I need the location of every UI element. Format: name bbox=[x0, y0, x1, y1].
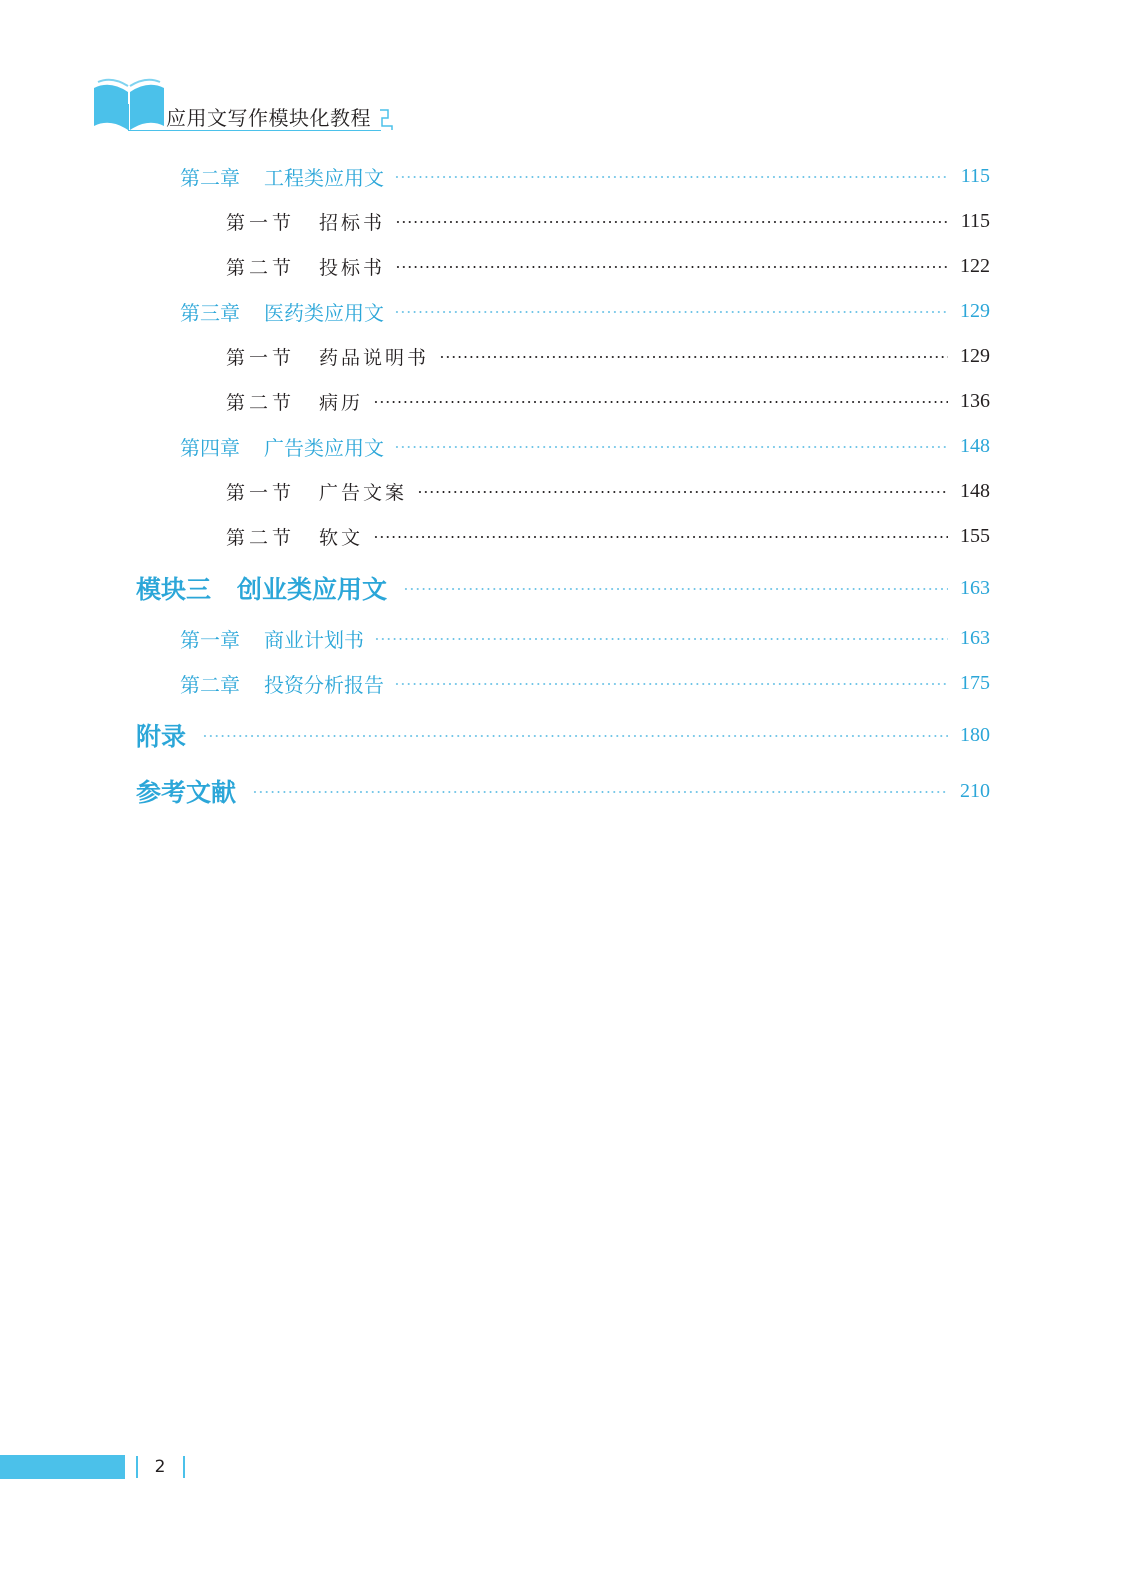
toc-entry-title: 广告类应用文 bbox=[264, 435, 384, 460]
toc-entry-title: 软文 bbox=[319, 526, 364, 549]
toc-entry-label bbox=[180, 669, 384, 698]
dot-leader bbox=[394, 176, 948, 178]
toc-entry-page: 155 bbox=[960, 524, 990, 547]
toc-entry-label bbox=[226, 523, 363, 550]
toc-entry-chapter bbox=[180, 429, 990, 463]
toc-entry-label bbox=[136, 773, 236, 809]
dot-leader bbox=[374, 638, 948, 640]
dot-leader bbox=[439, 356, 948, 358]
toc-entry-title: 医药类应用文 bbox=[264, 300, 384, 325]
toc-entry-page: 115 bbox=[960, 164, 990, 187]
toc-entry-chapter bbox=[180, 159, 990, 193]
footer-divider-right bbox=[183, 1456, 185, 1478]
toc-entry-chapter bbox=[180, 621, 990, 655]
page-header bbox=[0, 0, 1127, 150]
toc-entry-page: 136 bbox=[960, 389, 990, 412]
toc-entry-section bbox=[226, 339, 990, 373]
toc-entry-label bbox=[226, 388, 363, 415]
toc-entry-title: 药品说明书 bbox=[319, 346, 430, 369]
dot-leader bbox=[403, 588, 948, 590]
toc-entry-label bbox=[226, 253, 385, 280]
toc-entry-page: 148 bbox=[960, 479, 990, 502]
toc-entry-label bbox=[226, 208, 385, 235]
toc-entry-label bbox=[226, 343, 429, 370]
toc-entry-title: 创业类应用文 bbox=[237, 575, 388, 604]
toc-entry-label bbox=[226, 478, 407, 505]
dot-leader bbox=[394, 683, 948, 685]
book-title: 应用文写作模块化教程 bbox=[166, 106, 371, 130]
dot-leader bbox=[395, 266, 948, 268]
toc-entry-number: 第一节 bbox=[226, 481, 296, 504]
toc-entry-number: 模块三 bbox=[136, 575, 212, 604]
footer-color-bar bbox=[0, 1455, 125, 1479]
toc-entry-page: 180 bbox=[960, 723, 990, 746]
toc-entry-page: 175 bbox=[960, 671, 990, 694]
toc-entry-module bbox=[136, 571, 990, 605]
toc-entry-number: 第二章 bbox=[180, 165, 240, 190]
toc-entry-page: 163 bbox=[960, 626, 990, 649]
toc-entry-title: 病历 bbox=[319, 391, 364, 414]
page-number: 2 bbox=[154, 1457, 166, 1477]
toc-entry-number: 第二节 bbox=[226, 526, 296, 549]
dot-leader bbox=[417, 491, 948, 493]
toc-entry-label bbox=[136, 717, 186, 753]
dot-leader bbox=[394, 446, 948, 448]
toc-entry-label bbox=[180, 162, 384, 191]
toc-entry-module bbox=[136, 774, 990, 808]
toc-entry-number: 第一章 bbox=[180, 627, 240, 652]
dot-leader bbox=[373, 401, 948, 403]
toc-entry-page: 210 bbox=[960, 779, 990, 802]
dot-leader bbox=[252, 791, 948, 793]
toc-entry-page: 122 bbox=[960, 254, 990, 277]
toc-entry-title: 投资分析报告 bbox=[264, 672, 384, 697]
header-ornament bbox=[378, 108, 394, 132]
dot-leader bbox=[394, 311, 948, 313]
toc-entry-title: 附录 bbox=[136, 722, 187, 751]
toc-entry-number: 第一节 bbox=[226, 346, 296, 369]
toc-entry-section bbox=[226, 204, 990, 238]
toc-entry-page: 148 bbox=[960, 434, 990, 457]
toc-entry-section bbox=[226, 519, 990, 553]
toc-entry-label bbox=[136, 570, 387, 606]
footer-divider-left bbox=[136, 1456, 138, 1478]
toc-entry-chapter bbox=[180, 666, 990, 700]
toc-entry-title: 工程类应用文 bbox=[264, 165, 384, 190]
toc-entry-page: 129 bbox=[960, 299, 990, 322]
toc-entry-section bbox=[226, 249, 990, 283]
toc-entry-label bbox=[180, 432, 384, 461]
toc-entry-section bbox=[226, 474, 990, 508]
toc-entry-number: 第二章 bbox=[180, 672, 240, 697]
toc-entry-title: 商业计划书 bbox=[264, 627, 364, 652]
toc-entry-title: 广告文案 bbox=[319, 481, 408, 504]
toc-entry-number: 第三章 bbox=[180, 300, 240, 325]
toc-entry-section bbox=[226, 384, 990, 418]
toc-entry-number: 第二节 bbox=[226, 391, 296, 414]
toc-entry-number: 第一节 bbox=[226, 211, 296, 234]
toc-entry-number: 第二节 bbox=[226, 256, 296, 279]
toc-entry-page: 129 bbox=[960, 344, 990, 367]
toc-entry-title: 招标书 bbox=[319, 211, 386, 234]
dot-leader bbox=[373, 536, 948, 538]
toc-entry-title: 投标书 bbox=[319, 256, 386, 279]
toc-entry-label bbox=[180, 297, 384, 326]
toc-entry-page: 163 bbox=[960, 576, 990, 599]
toc-entry-page: 115 bbox=[960, 209, 990, 232]
toc-entry-number: 第四章 bbox=[180, 435, 240, 460]
toc-entry-label bbox=[180, 624, 364, 653]
toc-entry-title: 参考文献 bbox=[136, 778, 237, 807]
toc-entry-chapter bbox=[180, 294, 990, 328]
dot-leader bbox=[202, 735, 948, 737]
toc-entry-module bbox=[136, 718, 990, 752]
dot-leader bbox=[395, 221, 948, 223]
